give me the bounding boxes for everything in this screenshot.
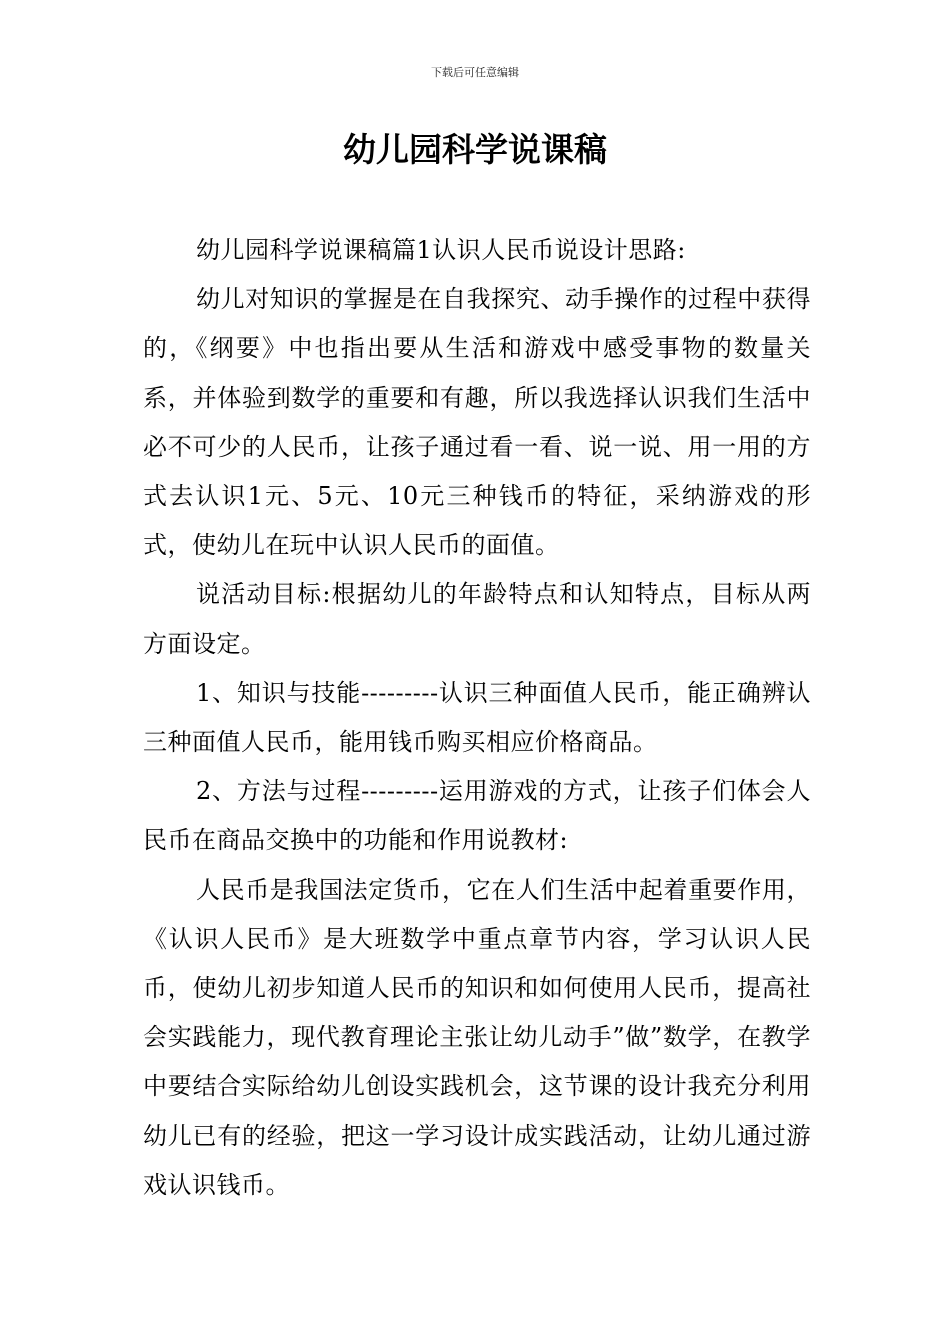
paragraph-activity-goal: 说活动目标:根据幼儿的年龄特点和认知特点，目标从两方面设定。 xyxy=(143,580,811,658)
paragraph-teaching-material: 人民币是我国法定货币，它在人们生活中起着重要作用，《认识人民币》是大班数学中重点章节内容，学习认识人民币，使幼儿初步知道人民币的知识和如何使用人民币，提高社会实践能力，现代教育理论主张让幼儿动手”做”数学，在教学中要结合实际给幼儿创设实践机会，这节课的设计我充分利用幼儿已有的经验，把这一学习设计成实践活动，让幼儿通过游戏认识钱币。 xyxy=(143,875,811,1199)
paragraph-goal-method: 2、方法与过程---------运用游戏的方式，让孩子们体会人民币在商品交换中的功能和作用说教材: xyxy=(143,777,811,855)
paragraph-intro: 幼儿园科学说课稿篇1认识人民币说设计思路: xyxy=(196,236,686,264)
document-body xyxy=(143,226,811,1210)
paragraph-goal-knowledge: 1、知识与技能---------认识三种面值人民币，能正确辨认三种面值人民币，能用钱币购买相应价格商品。 xyxy=(143,678,811,757)
paragraph-design-idea: 幼儿对知识的掌握是在自我探究、动手操作的过程中获得的，《纲要》中也指出要从生活和游戏中感受事物的数量关系，并体验到数学的重要和有趣，所以我选择认识我们生活中必不可少的人民币，让孩子通过看一看、说一说、用一用的方式去认识1元、5元、10元三种钱币的特征，采纳游戏的形式，使幼儿在玩中认识人民币的面值。 xyxy=(143,285,811,560)
header-note: 下载后可任意编辑 xyxy=(431,66,519,79)
document-title: 幼儿园科学说课稿 xyxy=(343,130,607,169)
